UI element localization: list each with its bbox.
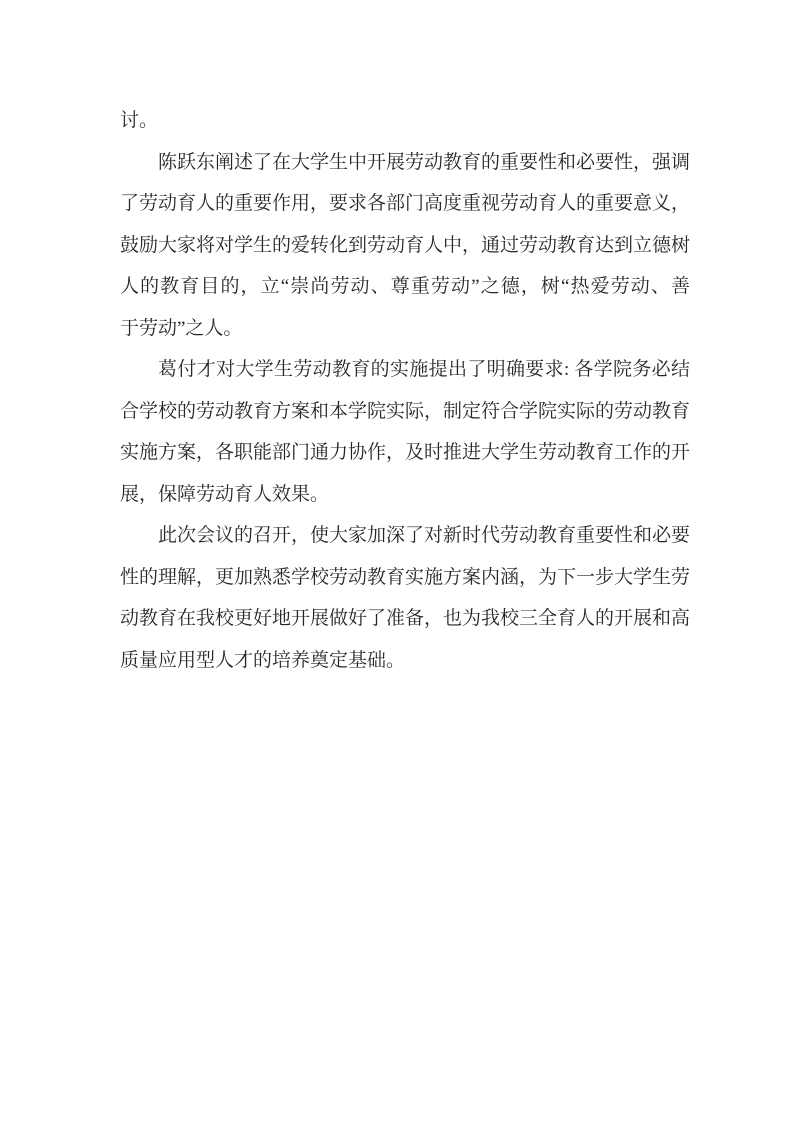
text-line: 葛付才对大学生劳动教育的实施提出了明确要求: 各学院务必结 xyxy=(158,359,690,380)
text-line: 讨。 xyxy=(120,110,159,131)
text-line: 人的教育目的，立“崇尚劳动、尊重劳动”之德，树“热爱劳动、善 xyxy=(120,276,690,297)
text-line: 鼓励大家将对学生的爱转化到劳动育人中，通过劳动教育达到立德树 xyxy=(120,234,691,256)
text-line: 质量应用型人才的培养奠定基础。 xyxy=(120,649,406,671)
text-line: 展，保障劳动育人效果。 xyxy=(120,483,330,505)
text-line: 陈跃东阐述了在大学生中开展劳动教育的重要性和必要性，强调 xyxy=(158,151,691,173)
text-line: 合学校的劳动教育方案和本学院实际，制定符合学院实际的劳动教育 xyxy=(120,400,691,422)
text-line: 实施方案，各职能部门通力协作，及时推进大学生劳动教育工作的开 xyxy=(120,442,691,463)
text-line: 动教育在我校更好地开展做好了准备，也为我校三全育人的开展和高 xyxy=(120,608,691,629)
text-line: 于劳动”之人。 xyxy=(120,317,243,339)
text-line: 了劳动育人的重要作用，要求各部门高度重视劳动育人的重要意义， xyxy=(120,193,691,214)
text-line: 此次会议的召开，使大家加深了对新时代劳动教育重要性和必要 xyxy=(158,525,691,546)
document-text xyxy=(120,100,690,681)
text-line: 性的理解，更加熟悉学校劳动教育实施方案内涵，为下一步大学生劳 xyxy=(120,566,691,588)
